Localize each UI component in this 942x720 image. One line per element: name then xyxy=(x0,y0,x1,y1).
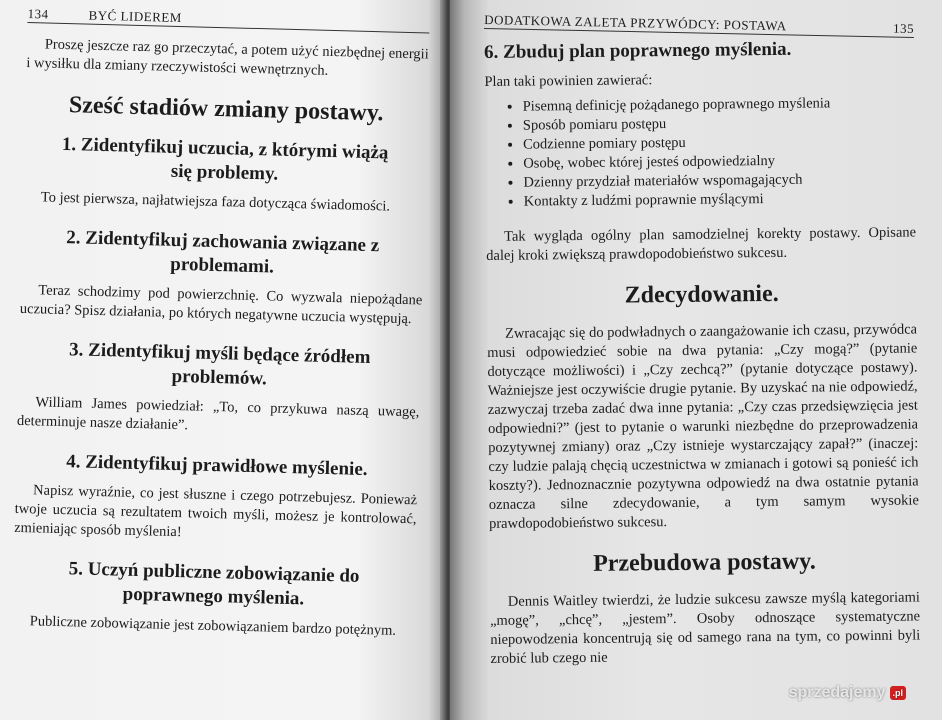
step-heading: 4. Zidentyfikuj prawidłowe myślenie. xyxy=(65,451,368,481)
list-item: • Sposób pomiaru postępu xyxy=(523,112,915,135)
section-text-decisiveness: Zwracając się do podwładnych o zaangażowanie ich czasu, przywódca musi odpowiedzieć sobie na dwa pytania: „Czy mogą?” (pytanie dotyczące możliwości) i „Czy zechcą?” (pytanie dotyczące postawy). Ważniejsze jest oczywiście drugie pytanie. By uzyskać na nie odpowiedź, zazwyczaj trzeba zadać dwa inne pytania: „Czy czas przedsięwzięcia jest odpowiedni?” (jest to pytanie o warunki niezbędne do przeprowadzenia pozytywnej zmiany) oraz „Czy istnieje wystarczający zapał?” (inaczej: czy ludzie palają chęcią uczestnictwa w zmianach i gotowi są ponieść ich koszty?). Jednoznacznie pozytywna odpowiedź na dwa ostatnie pytania oznacza silne zdecydowanie, a tym samym wysokie prawdopodobieństwo sukcesu. xyxy=(487,321,919,532)
right-running-head xyxy=(484,6,914,38)
list-item: • Dzienny przydział materiałów wspomagających xyxy=(523,169,915,192)
site-watermark xyxy=(789,684,906,702)
right-head-title: DODATKOWA ZALETA PRZYWÓDCY: POSTAWA xyxy=(484,12,787,34)
section-title-decisiveness: Zdecydowanie. xyxy=(624,280,779,309)
plan-list xyxy=(485,93,916,211)
watermark-badge: .pl xyxy=(890,686,907,700)
step-heading: 2. Zidentyfikuj zachowania związane z problemami. xyxy=(66,227,380,278)
left-page xyxy=(0,0,446,720)
step-text: Napisz wyraźnie, co jest słuszne i czego potrzebujesz. Ponieważ twoje uczucia są rezultatem twoich myśli, możesz je kontrolować, zmieniając sposób myślenia! xyxy=(13,482,418,541)
intro-paragraph: Proszę jeszcze raz go przeczytać, a potem użyć niezbędnej energii i wysiłku dla zmiany rzeczywistości wewnętrznych. xyxy=(26,36,429,79)
step6-heading: 6. Zbuduj plan poprawnego myślenia. xyxy=(484,38,792,63)
right-page xyxy=(450,0,942,720)
left-running-head xyxy=(27,0,429,34)
left-head-title: BYĆ LIDEREM xyxy=(88,7,183,26)
step-heading: 3. Zidentyfikuj myśli będące źródłem problemów. xyxy=(68,339,371,390)
chapter-title: Sześć stadiów zmiany postawy. xyxy=(68,92,384,127)
plan-intro: Plan taki powinien zawierać: xyxy=(484,72,653,90)
step-text: William James powiedział: „To, co przykuwa naszą uwagę, determinuje nasze działanie”. xyxy=(16,394,420,434)
right-page-number: 135 xyxy=(892,20,915,37)
list-item: • Osobę, wobec której jesteś odpowiedzialny xyxy=(523,150,915,173)
section-text-attitude-rebuild: Dennis Waitley twierdzi, że ludzie sukcesu zawsze myślą kategoriami „mogę”, „chcę”, „jestem”. Osoby odnoszące systematyczne niepowodzenia koncentrują się od samego rana na tym, co powinni byli zrobić lub czego nie xyxy=(489,589,921,667)
list-item: • Codzienne pomiary postępu xyxy=(523,131,915,154)
watermark-text: sprzedajemy xyxy=(788,684,886,701)
list-item: • Kontakty z ludźmi poprawnie myślącymi xyxy=(524,188,916,211)
left-page-number: 134 xyxy=(27,5,49,22)
list-item: • Pisemną definicję pożądanego poprawnego myślenia xyxy=(523,93,915,116)
plan-summary: Tak wygląda ogólny plan samodzielnej korekty postawy. Opisane dalej kroki zwiększą prawdopodobieństwo sukcesu. xyxy=(486,224,917,264)
step-text: Publiczne zobowiązanie jest zobowiązaniem bardzo potężnym. xyxy=(29,613,397,639)
step-text: To jest pierwsza, najłatwiejsza faza dotycząca świadomości. xyxy=(40,189,391,215)
step-heading: 5. Uczyń publiczne zobowiązanie do poprawnego myślenia. xyxy=(68,558,360,610)
step-heading: 1. Zidentyfikuj uczucia, z którymi wiążą się problemy. xyxy=(61,133,389,185)
step-text: Teraz schodzimy pod powierzchnię. Co wyzwala niepożądane uczucia? Spisz działania, po których negatywne uczucia występują. xyxy=(19,282,423,328)
section-title-attitude-rebuild: Przebudowa postawy. xyxy=(593,548,816,577)
